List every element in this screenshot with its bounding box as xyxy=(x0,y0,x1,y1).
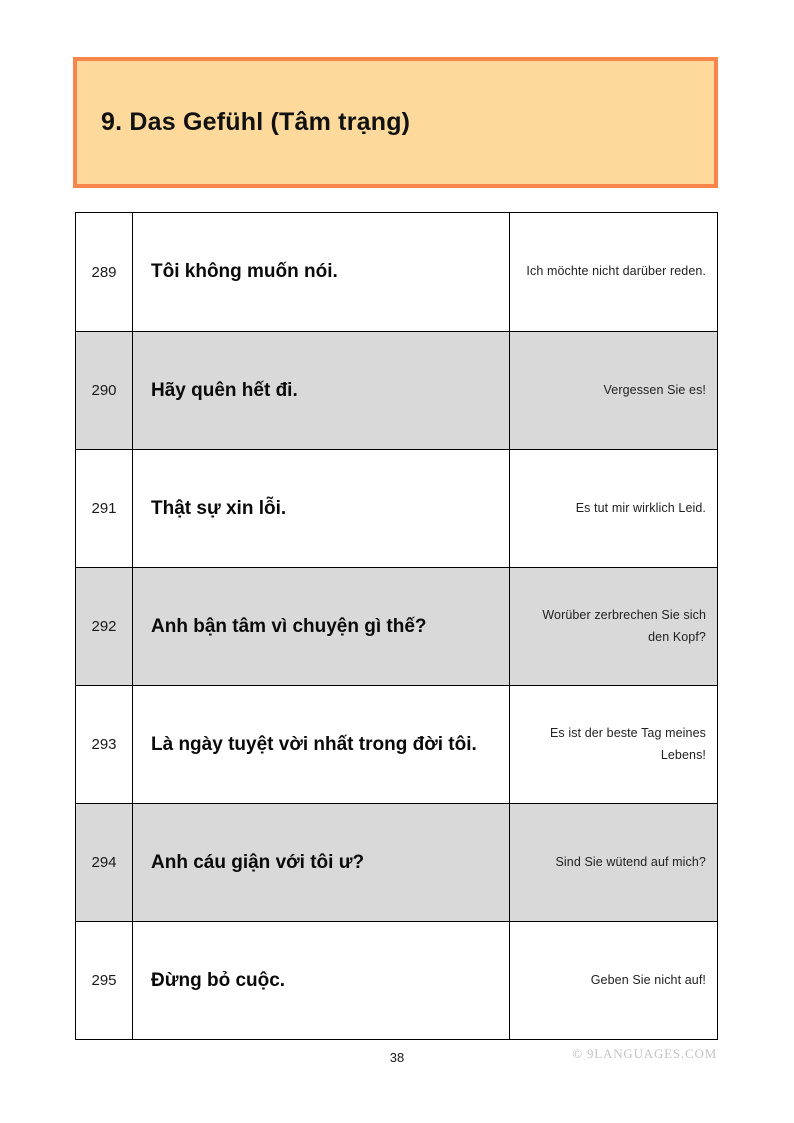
table-row xyxy=(76,803,717,921)
phrase-number: 294 xyxy=(76,804,133,921)
vietnamese-phrase-cell xyxy=(133,804,510,921)
vietnamese-phrase: Hãy quên hết đi. xyxy=(151,379,298,401)
german-translation: Vergessen Sie es! xyxy=(603,382,706,397)
table-row xyxy=(76,213,717,331)
german-translation-cell xyxy=(510,332,717,449)
vietnamese-phrase-cell xyxy=(133,450,510,567)
vietnamese-phrase-cell xyxy=(133,213,510,331)
vietnamese-phrase: Anh cáu giận với tôi ư? xyxy=(151,851,365,873)
phrase-number: 290 xyxy=(76,332,133,449)
german-translation: Es tut mir wirklich Leid. xyxy=(575,500,706,515)
table-row xyxy=(76,331,717,449)
vietnamese-phrase-cell xyxy=(133,568,510,685)
vietnamese-phrase-cell xyxy=(133,686,510,803)
phrase-number: 289 xyxy=(76,213,133,331)
chapter-header-box xyxy=(73,57,718,188)
vietnamese-phrase-cell xyxy=(133,332,510,449)
german-translation-cell xyxy=(510,922,717,1039)
table-row xyxy=(76,685,717,803)
vietnamese-phrase: Anh bận tâm vì chuyện gì thế? xyxy=(151,615,427,637)
vietnamese-phrase-cell xyxy=(133,922,510,1039)
table-row xyxy=(76,567,717,685)
german-translation: Geben Sie nicht auf! xyxy=(590,972,706,987)
phrase-number: 292 xyxy=(76,568,133,685)
german-translation: Worüber zerbrechen Sie sich den Kopf? xyxy=(542,607,706,644)
table-row xyxy=(76,921,717,1039)
german-translation: Es ist der beste Tag meines Lebens! xyxy=(549,725,706,762)
table-row xyxy=(76,449,717,567)
german-translation-cell xyxy=(510,450,717,567)
phrase-table xyxy=(75,212,718,1040)
vietnamese-phrase: Thật sự xin lỗi. xyxy=(151,497,287,519)
copyright-text: © 9LANGUAGES.COM xyxy=(572,1046,717,1061)
vietnamese-phrase: Đừng bỏ cuộc. xyxy=(151,969,286,991)
phrase-number: 291 xyxy=(76,450,133,567)
vietnamese-phrase: Là ngày tuyệt vời nhất trong đời tôi. xyxy=(151,733,477,755)
vietnamese-phrase: Tôi không muốn nói. xyxy=(151,261,338,283)
phrase-number: 293 xyxy=(76,686,133,803)
phrase-number: 295 xyxy=(76,922,133,1039)
german-translation-cell xyxy=(510,568,717,685)
german-translation: Sind Sie wütend auf mich? xyxy=(555,854,706,869)
page-number: 38 xyxy=(389,1050,405,1065)
german-translation-cell xyxy=(510,686,717,803)
german-translation-cell xyxy=(510,804,717,921)
german-translation-cell xyxy=(510,213,717,331)
chapter-title: 9. Das Gefühl (Tâm trạng) xyxy=(101,108,411,136)
german-translation: Ich möchte nicht darüber reden. xyxy=(526,264,706,279)
